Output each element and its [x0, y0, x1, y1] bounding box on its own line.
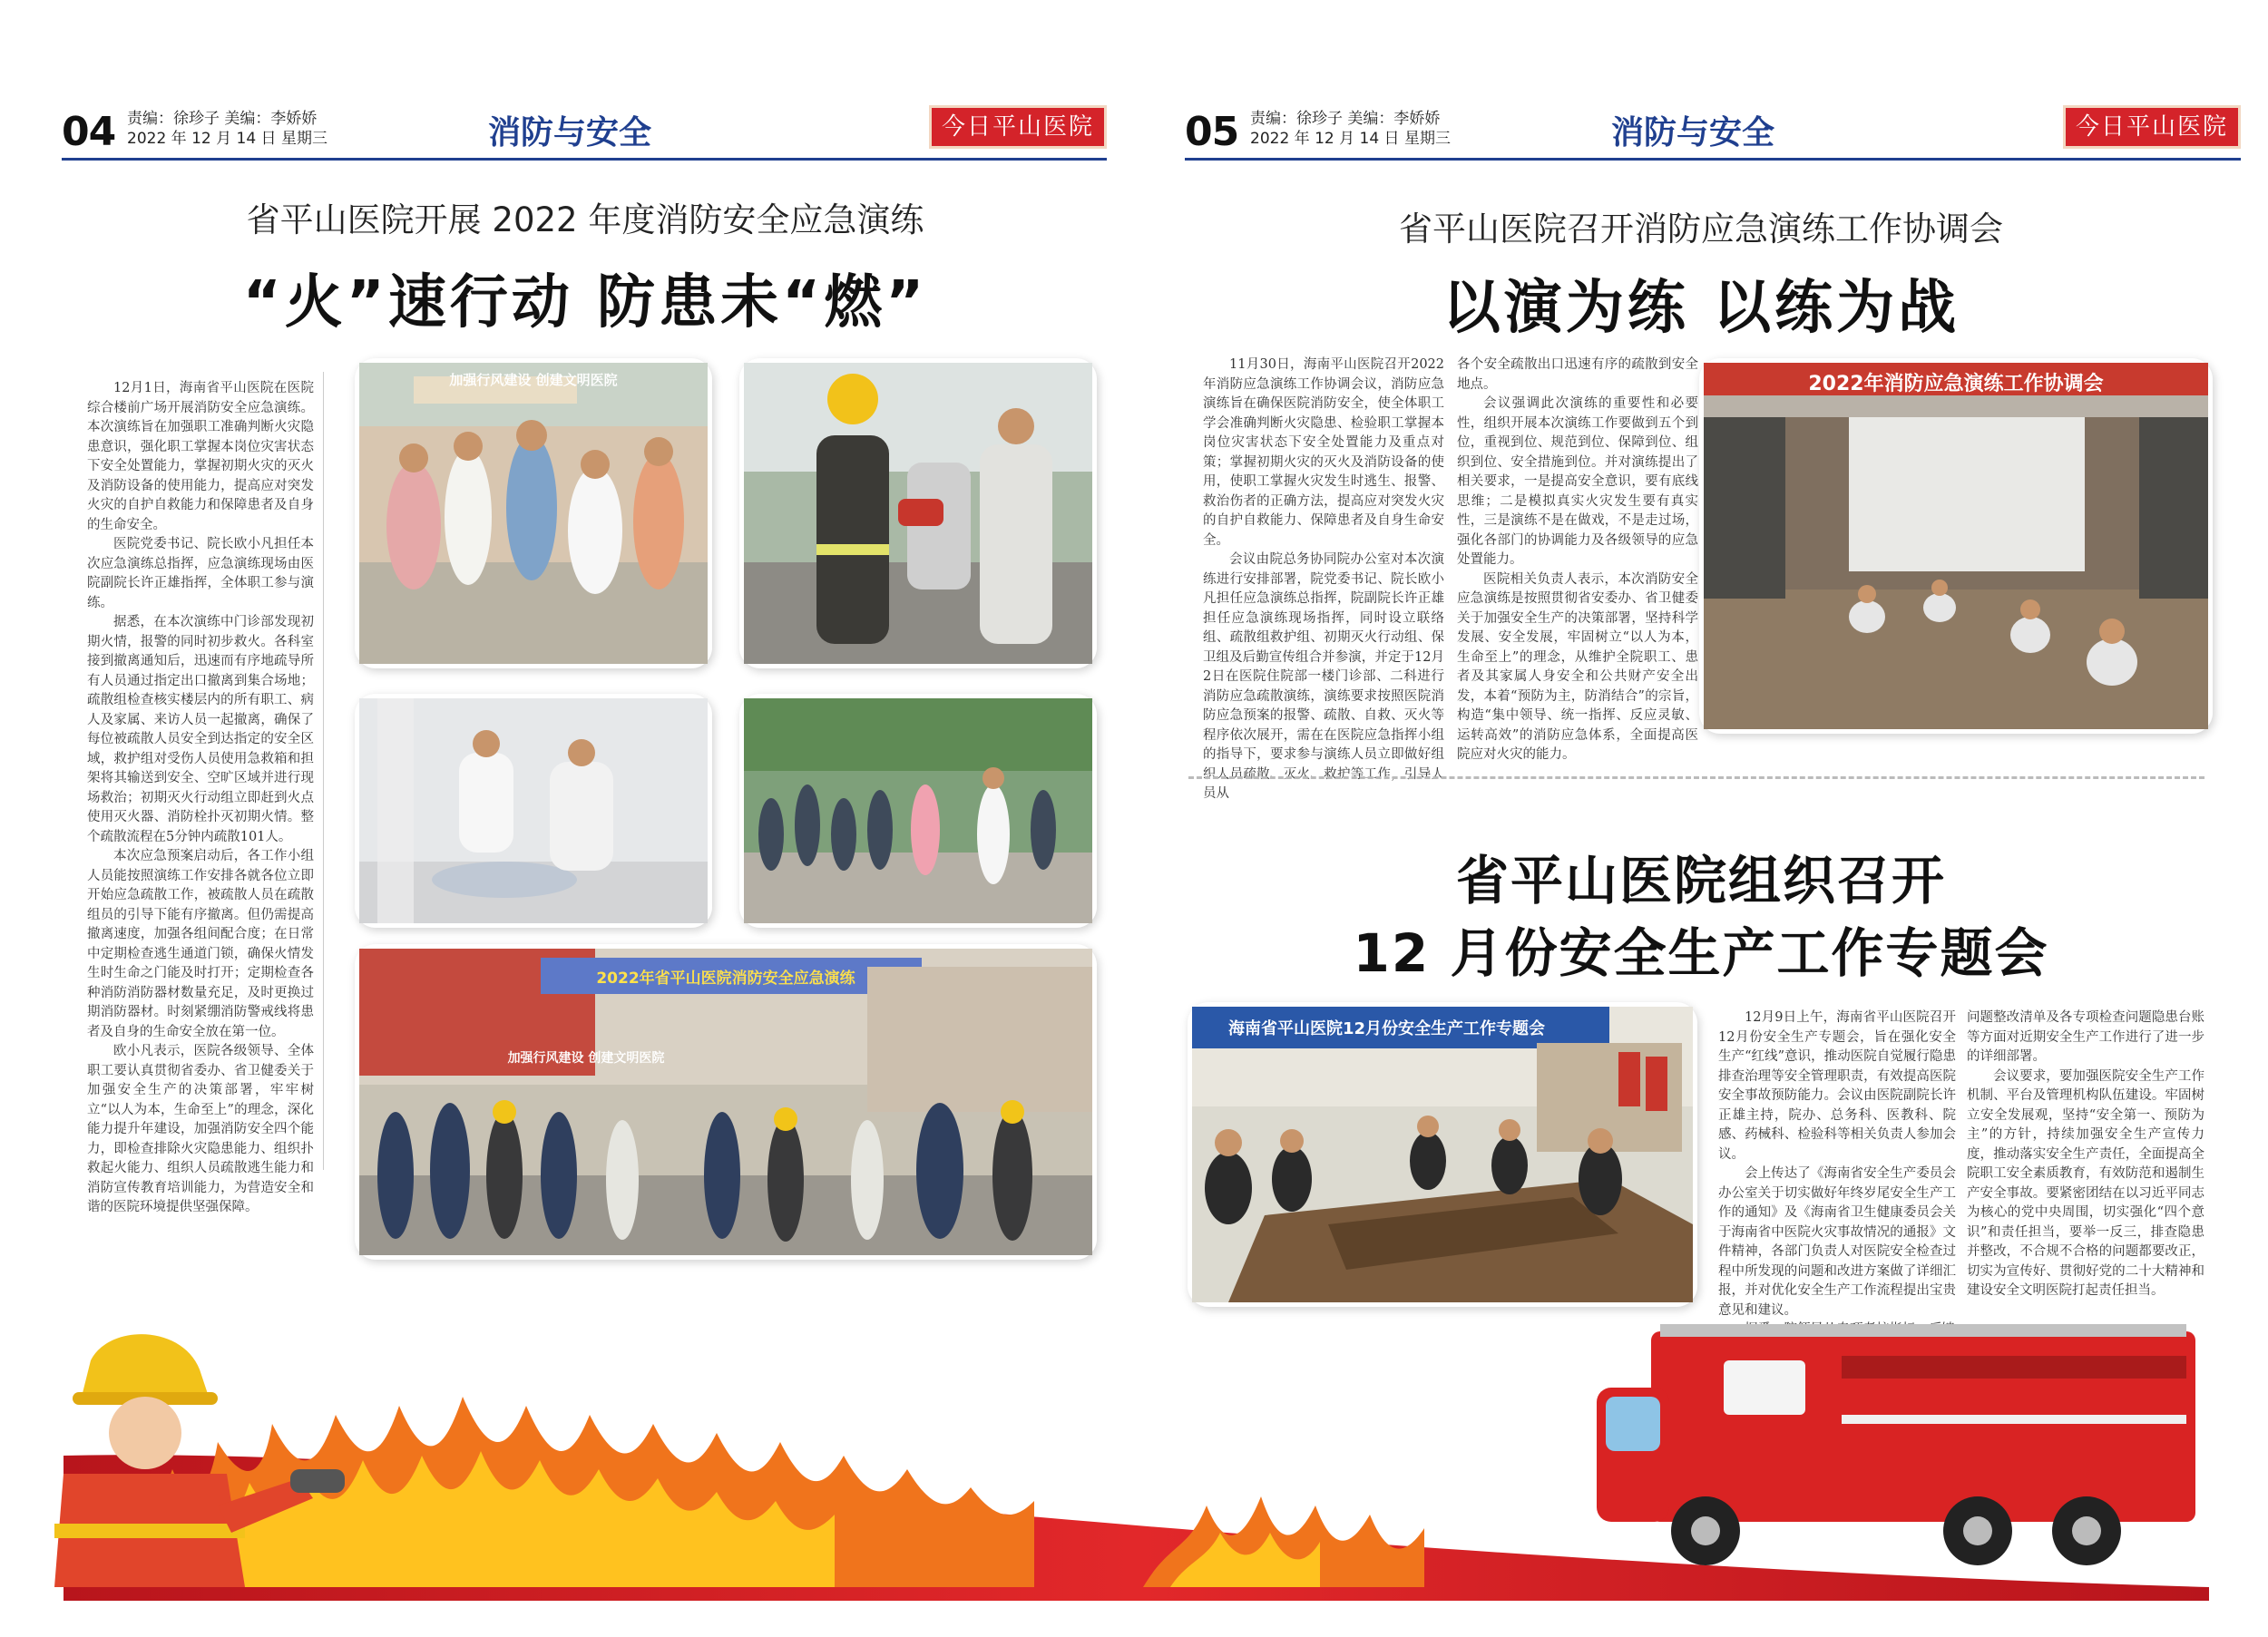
- photo-banner: 2022年省平山医院消防安全应急演练: [596, 970, 855, 988]
- paragraph: 会议强调此次演练的重要性和必要性，组织开展本次演练工作要做到五个到位，重视到位、规范到位、保障到位、组织到位、安全措施到位。并对演练提出了相关要求，一是提高安全意识，要有底线思维；二是模拟真实火灾发生要有真实性，三是演练不是在做戏，不是走过场，强化各部门的协调能力及各级领导的应急处置能力。: [1457, 396, 1698, 567]
- photo-evacuation-crowd: [359, 363, 708, 664]
- date-line: 2022 年 12 月 14 日 星期三: [1250, 130, 1451, 148]
- editor-info: [127, 109, 327, 149]
- photo-coordination-meeting: [1704, 363, 2208, 729]
- article-headline: “火”速行动 防患未“燃”: [242, 269, 928, 336]
- paragraph: 欧小凡表示，医院各级领导、全体职工要认真贯彻省委办、省卫健委关于加强安全生产的决策部署，牢牢树立“以人为本，生命至上”的理念，深化能力提升年建设，加强消防安全四个能力，即检查排除火灾隐患能力、组织扑救起火能力、组织人员疏散逃生能力和消防宣传教育培训能力，为营造安全和谐的医院环境提供坚强保障。: [87, 1044, 314, 1214]
- paragraph: 医院党委书记、院长欧小凡担任本次应急演练总指挥，应急演练现场由医院副院长许正雄指挥，全体职工参与演练。: [87, 537, 314, 610]
- article2-title-line1: 省平山医院组织召开: [1455, 850, 1946, 911]
- photo-evacuation-outdoor: [744, 698, 1092, 923]
- section-title: 消防与安全: [488, 114, 652, 151]
- masthead-logo: 今日平山医院: [929, 105, 1107, 149]
- photo-safety-meeting: [1192, 1007, 1693, 1302]
- photo-rescue-smoke: [359, 698, 708, 923]
- paragraph: 会议由院总务协同院办公室对本次演练进行安排部署，院党委书记、院长欧小凡担任应急演练总指挥，院副院长许正雄担任应急演练现场指挥，同时设立联络组、疏散组救护组、初期灭火行动组、保卫组及后勤宣传组合并参演，并定于12月2日在医院住院部一楼门诊部、二科进行消防应急疏散演练，演练要求按照医院消防应急预案的报警、疏散、自救、灭火等程序依次展开，需在在医院应急指挥小组的指导下，要求参与演练人员立即做好组织人员疏散、灭火、救护等工作，引导人员从: [1203, 552, 1444, 801]
- photo-banner: 海南省平山医院12月份安全生产工作专题会: [1228, 1019, 1546, 1038]
- date-line: 2022 年 12 月 14 日 星期三: [127, 130, 327, 148]
- paragraph: 11月30日，海南平山医院召开2022年消防应急演练工作协调会议，消防应急演练旨在确保医院消防安全，使全体职工学会准确判断火灾隐患、检验职工掌握本岗位灾害状态下安全处置能力及重点对策；掌握初期火灾的灭火及消防设备的使用，使职工掌握火灾发生时逃生、报警、救治伤者的正确方法，提高应对突发火灾的自护自救能力、保障患者及自身生命安全。: [1203, 357, 1444, 548]
- paragraph: 问题整改清单及各专项检查问题隐患台账等方面对近期安全生产工作进行了进一步的详细部署。: [1967, 1010, 2204, 1064]
- article-headline: 以演为练 以练为战: [1442, 275, 1960, 342]
- article-subtitle: 省平山医院开展 2022 年度消防安全应急演练: [246, 200, 924, 239]
- paragraph: 据悉，在本次演练中门诊部发现初期火情，报警的同时初步救火。各科室接到撤离通知后，迅速而有序地疏导所有人员通过指定出口撤离到集合场地；疏散组检查核实楼层内的所有职工、病人及家属、来访人员一起撤离，确保了每位被疏散人员安全到达指定的安全区域，救护组对受伤人员使用急救箱和担架将其输送到安全、空旷区域并进行现场救治；初期灭火行动组立即赶到火点使用灭火器、消防栓扑灭初期火情。整个疏散流程在5分钟内疏散101人。: [87, 615, 314, 844]
- paragraph: 各个安全疏散出口迅速有序的疏散到安全地点。: [1457, 357, 1698, 392]
- article-body: [87, 379, 314, 1214]
- page-number: 05: [1185, 109, 1239, 155]
- article2-title-line2: 12 月份安全生产工作专题会: [1353, 922, 2049, 984]
- photo-sign: 加强行风建设 创建文明医院: [507, 1051, 665, 1066]
- page-header: [1185, 105, 2241, 161]
- paragraph: 会议要求，要加强医院安全生产工作机制、平台及管理机构队伍建设。牢固树立安全发展观，坚持“安全第一、预防为主”的方针，持续加强安全生产宣传力度，推动落实安全生产责任，全面提高全院职工安全素质教育，有效防范和遏制生产安全事故。要紧密团结在以习近平同志为核心的党中央周围，切实强化“四个意识”和责任担当，要举一反三，排查隐患并整改，不合规不合格的问题都要改正，切实为宣传好、贯彻好党的二十大精神和建设安全文明医院打起责任担当。: [1967, 1068, 2204, 1298]
- column-divider: [323, 372, 324, 1170]
- paragraph: 12月1日，海南省平山医院在医院综合楼前广场开展消防安全应急演练。本次演练旨在加强职工准确判断火灾隐患意识，强化职工掌握本岗位灾害状态下安全处置能力，掌握初期火灾的灭火及消防设备的使用能力，提高应对突发火灾的自护自救能力和保障患者及自身的生命安全。: [87, 381, 314, 532]
- editor-line: 责编：徐珍子 美编：李娇娇: [1250, 110, 1441, 128]
- section-title: 消防与安全: [1611, 114, 1775, 151]
- photo-banner: 2022年消防应急演练工作协调会: [1808, 373, 2104, 395]
- paragraph: 会上传达了《海南省安全生产委员会办公室关于切实做好年终岁尾安全生产工作的通知》及《海南省卫生健康委员会关于海南省中医院火灾事故情况的通报》文件精神，各部门负责人对医院安全检查过程中所发现的问题和改进方案做了详细汇报，并对优化安全生产工作流程提出宝贵意见和建议。: [1718, 1166, 1956, 1318]
- page-number: 04: [62, 109, 116, 155]
- section-divider: [1188, 776, 2204, 779]
- editor-info: [1250, 109, 1451, 149]
- photo-drill-assembly: [359, 949, 1092, 1255]
- editor-line: 责编：徐珍子 美编：李娇娇: [127, 110, 318, 128]
- article-column: [1203, 356, 1444, 801]
- paragraph: 本次应急预案启动后，各工作小组人员能按照演练工作安排各就各位立即开始应急疏散工作，被疏散人员在疏散组员的引导下能有序撤离。但仍需提高撤离速度，加强各组间配合度；在日常中定期检查逃生通道门锁，确保火情发生时生命之门能及时打开；定期检查各种消防消防器材数量充足，及时更换过期消防器材。时刻紧绷消防警戒线将患者及自身的生命安全放在第一位。: [87, 849, 314, 1039]
- photo-firefighter-gear: [744, 363, 1092, 664]
- paragraph: 12月9日上午，海南省平山医院召开12月份安全生产专题会，旨在强化安全生产“红线”意识，推动医院自觉履行隐患排查治理等安全管理职责，有效提高医院安全事故预防能力。会议由医院副院长许正雄主持，院办、总务科、医教科、院感、药械科、检验科等相关负责人参加会议。: [1718, 1010, 1956, 1162]
- page-header: [62, 105, 1107, 161]
- paragraph: 医院相关负责人表示，本次消防安全应急演练是按照贯彻省安委办、省卫健委关于加强安全生产的决策部署，坚持科学发展、安全发展，牢固树立“以人为本，生命至上”的理念，从维护全院职工、患者及其家属人身安全和公共财产安全出发，本着“预防为主，防消结合”的宗旨，构造“集中领导、统一指挥、反应灵敏、运转高效”的消防应急体系，全面提高医院应对火灾的能力。: [1457, 571, 1698, 762]
- masthead-logo: 今日平山医院: [2063, 105, 2241, 149]
- article-column: [1718, 1009, 1956, 1318]
- photo-banner: 加强行风建设 创建文明医院: [449, 372, 618, 388]
- article-column: [1457, 356, 1698, 762]
- article-column: [1967, 1009, 2204, 1299]
- flame-footer-illustration: [0, 1288, 2268, 1633]
- article-subtitle: 省平山医院召开消防应急演练工作协调会: [1399, 209, 2003, 248]
